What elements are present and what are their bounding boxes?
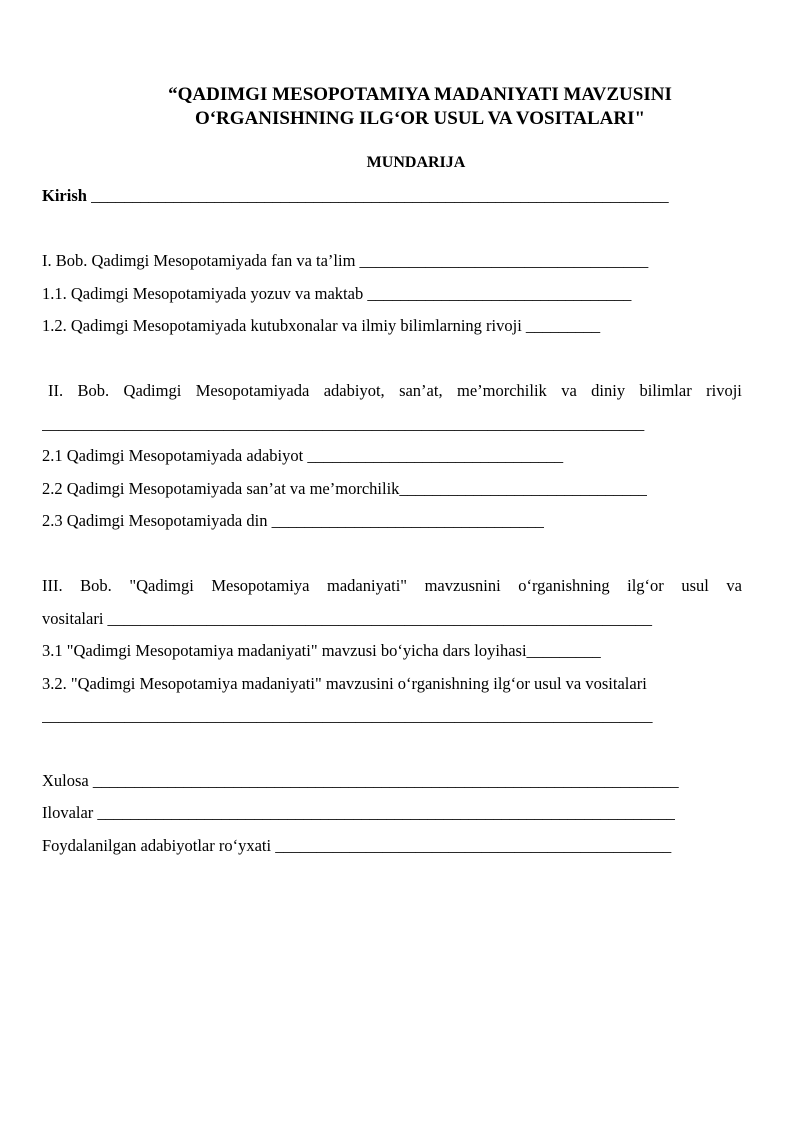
toc-word: III.: [42, 576, 63, 595]
toc-entry-3-2: 3.2. "Qadimgi Mesopotamiya madaniyati" mavzusini o‘rganishning ilg‘or usul va vositalari: [42, 674, 647, 693]
toc-word: madaniyati": [327, 576, 408, 595]
toc-word: usul: [681, 576, 709, 595]
toc-word: Qadimgi: [123, 381, 182, 400]
toc-entry-kirish: [42, 186, 722, 206]
toc-entry-label: Kirish: [42, 186, 87, 205]
toc-word: Bob.: [80, 576, 112, 595]
toc-word: bilimlar: [639, 381, 692, 400]
title-line-1: “QADIMGI MESOPOTAMIYA MADANIYATI MAVZUSINI: [168, 84, 672, 105]
toc-word: diniy: [591, 381, 626, 400]
toc-word: mavzusnini: [424, 576, 501, 595]
toc-word: II.: [48, 381, 64, 400]
toc-entry-3-1: 3.1 "Qadimgi Mesopotamiya madaniyati" mavzusi bo‘yicha dars loyihasi_________: [42, 641, 601, 660]
toc-word: Mesopotamiyada: [195, 381, 310, 400]
toc-entry-bibliography: Foydalanilgan adabiyotlar ro‘yxati ________________________________________________: [42, 836, 672, 855]
toc-entry-2-1: 2.1 Qadimgi Mesopotamiyada adabiyot _______________________________: [42, 446, 564, 465]
toc-entry-xulosa: Xulosa _______________________________________________________________________: [42, 771, 679, 790]
toc-word: Mesopotamiya: [211, 576, 310, 595]
toc-word: Bob.: [77, 381, 110, 400]
toc-word: san’at,: [399, 381, 443, 400]
toc-entry-2-3: 2.3 Qadimgi Mesopotamiyada din _________________________________: [42, 511, 544, 530]
toc-word: adabiyot,: [323, 381, 385, 400]
toc-entry-chapter-3: [42, 576, 742, 596]
toc-entry-1-1: 1.1. Qadimgi Mesopotamiyada yozuv va maktab ________________________________: [42, 284, 632, 303]
toc-heading: MUNDARIJA: [366, 154, 466, 171]
toc-word: "Qadimgi: [129, 576, 194, 595]
toc-word: o‘rganishning: [518, 576, 610, 595]
toc-leader-chapter-3: vositalari __________________________________________________________________: [42, 609, 653, 628]
toc-entry-2-2: 2.2 Qadimgi Mesopotamiyada san’at va me’morchilik______________________________: [42, 479, 647, 498]
toc-word: rivoji: [706, 381, 742, 400]
toc-entry-1-2: 1.2. Qadimgi Mesopotamiyada kutubxonalar va ilmiy bilimlarning rivoji _________: [42, 316, 601, 335]
toc-entry-chapter-2: [48, 381, 742, 401]
toc-entry-chapter-1: I. Bob. Qadimgi Mesopotamiyada fan va ta’lim ___________________________________: [42, 251, 649, 270]
toc-leader-chapter-2: _________________________________________________________________________: [42, 414, 645, 433]
title-line-2: O‘RGANISHNING ILG‘OR USUL VA VOSITALARI": [194, 108, 646, 129]
toc-leader-3-2: __________________________________________________________________________: [42, 706, 653, 725]
toc-word: va: [561, 381, 577, 400]
toc-leader: ______________________________________________________________________: [91, 186, 669, 205]
toc-word: ilg‘or: [627, 576, 664, 595]
toc-word: va: [726, 576, 742, 595]
toc-entry-ilovalar: Ilovalar ______________________________________________________________________: [42, 803, 675, 822]
toc-word: me’morchilik: [456, 381, 547, 400]
